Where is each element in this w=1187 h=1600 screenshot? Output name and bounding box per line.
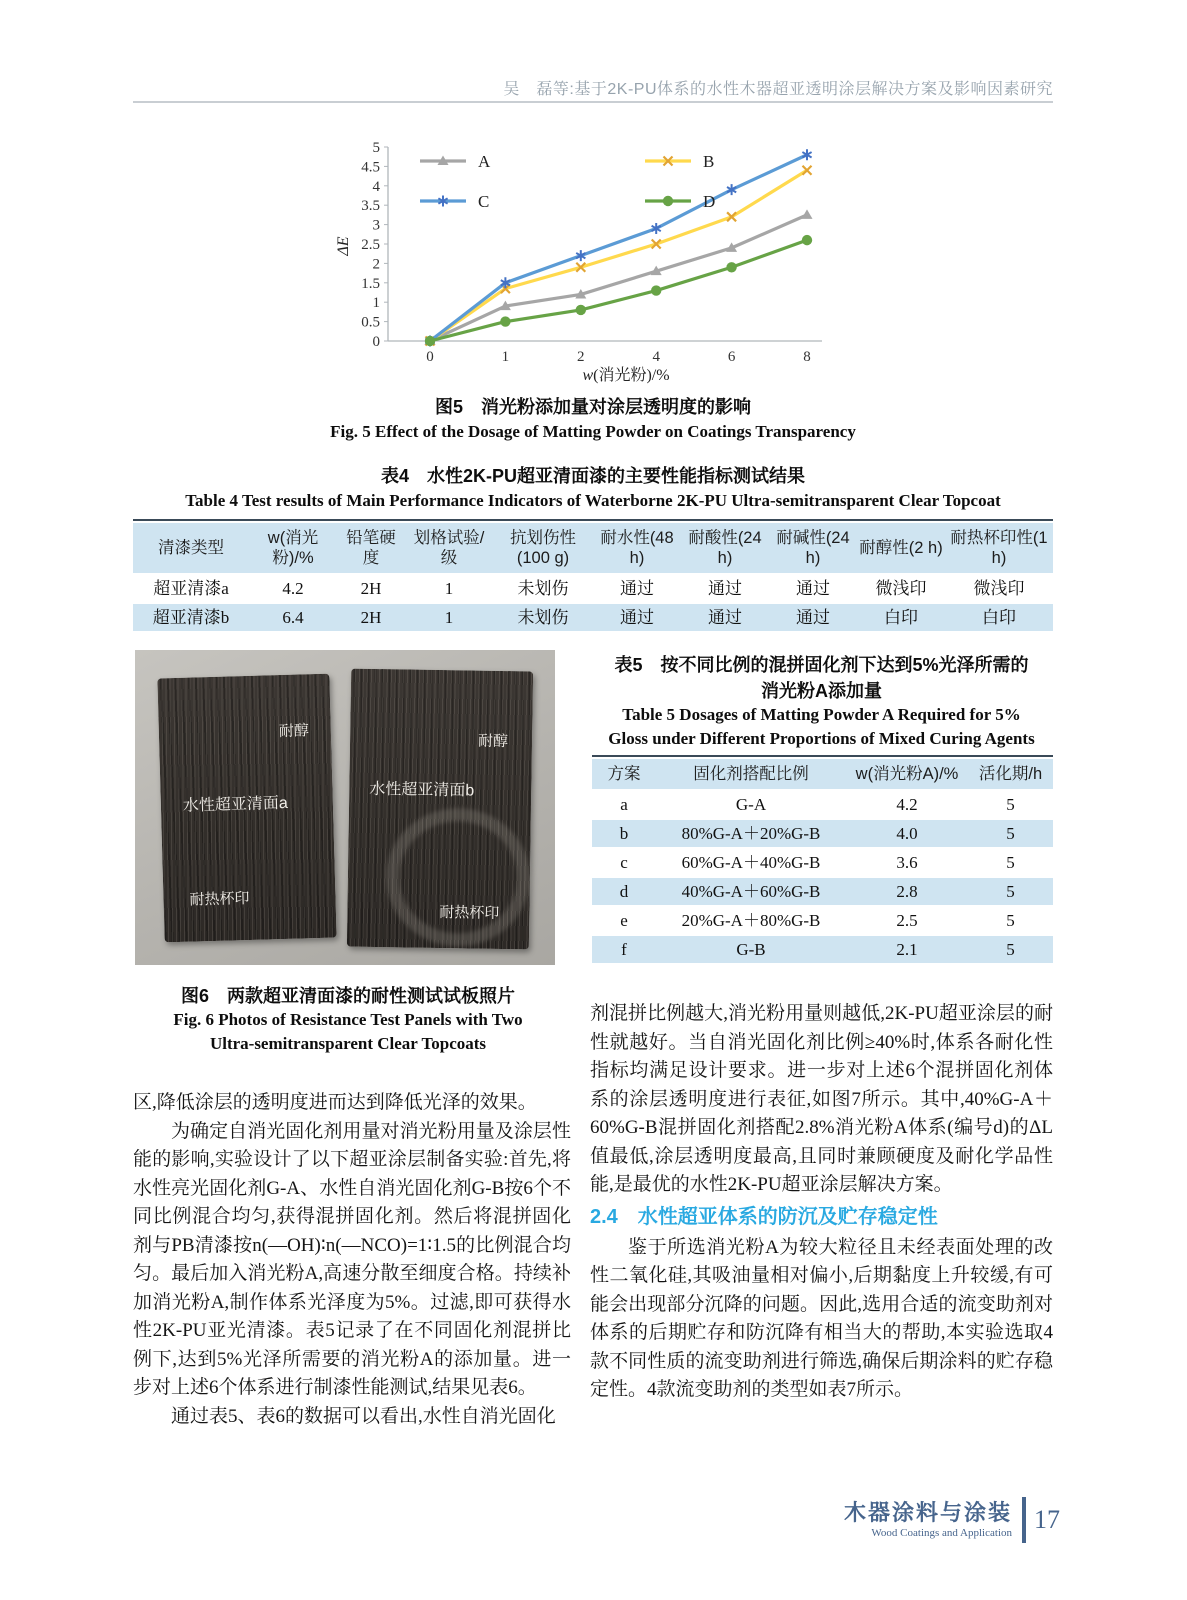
x-tick-label: 6 (727, 349, 736, 365)
y-tick-label: 1.5 (361, 275, 380, 292)
right-column-text (590, 1000, 1053, 1405)
footer-divider-bar (1022, 1497, 1026, 1543)
journal-name-zh: 木器涂料与涂装 (843, 1500, 1012, 1525)
x-tick-label: 4 (652, 349, 660, 365)
table-cell: 60%G-A＋40%G-B (656, 849, 846, 876)
legend-label: C (478, 192, 490, 211)
table-cell: 通过 (769, 575, 857, 602)
table5-title-zh-1: 表5 按不同比例的混拼固化剂下达到5%光泽所需的 (614, 655, 1029, 675)
table-cell: 40%G-A＋60%G-B (656, 878, 846, 905)
table-cell: 白印 (945, 604, 1053, 631)
table-header-cell: 耐碱性(24 h) (769, 523, 857, 573)
table5-title-en-2: Gloss under Different Proportions of Mixed Curing Agents (608, 729, 1035, 748)
table-header-cell: 耐酸性(24 h) (681, 523, 769, 573)
table-cell: 微浅印 (945, 575, 1053, 602)
table-header-cell: w(消光粉)/% (249, 523, 337, 573)
table-header-cell: 耐醇性(2 h) (857, 523, 945, 573)
table-row (592, 936, 1053, 963)
paragraph: 剂混拼比例越大,消光粉用量则越低,2K-PU超亚涂层的耐性就越好。当自消光固化剂比例≥40%时,体系各耐化性指标均满足设计要求。进一步对上述6个混拼固化剂体系的涂层透明度进行表征,如图7所示。其中,40%G-A＋60%G-B混拼固化剂搭配2.8%消光粉A体系(编号d)的ΔL值最低,涂层透明度最高,且同时兼顾硬度及耐化学品性能,是最优的水性2K-PU超亚涂层解决方案。 (590, 1003, 1053, 1195)
table-header-cell: 抗划伤性(100 g) (493, 523, 593, 573)
table-cell: e (592, 907, 656, 934)
table-cell: 20%G-A＋80%G-B (656, 907, 846, 934)
table-cell: 通过 (681, 604, 769, 631)
paragraph: 通过表5、表6的数据可以看出,水性自消光固化 (171, 1405, 556, 1427)
table-header-cell: 固化剂搭配比例 (656, 759, 846, 789)
table-cell: 1 (405, 575, 493, 602)
table-cell: 未划伤 (493, 604, 593, 631)
table-cell: 2.1 (846, 936, 968, 963)
series-line-A (430, 215, 807, 341)
test-panel-b (347, 669, 533, 950)
panel-b-alcohol-label: 耐醇 (477, 732, 509, 751)
table-cell: 5 (968, 791, 1053, 818)
figure5-line-chart (330, 134, 830, 392)
legend-label: D (703, 192, 716, 211)
circle-marker (726, 262, 736, 272)
triangle-marker (802, 209, 813, 219)
table-cell: 5 (968, 936, 1053, 963)
y-tick-label: 3.5 (361, 198, 380, 215)
left-column-text (133, 1089, 571, 1431)
section-heading-2-4: 2.4 水性超亚体系的防沉及贮存稳定性 (590, 1205, 938, 1228)
panel-b-name-label: 水性超亚清面b (369, 780, 475, 800)
table-cell: G-A (656, 791, 846, 818)
header-divider (133, 101, 1053, 103)
table-cell: 超亚清漆a (133, 575, 249, 602)
x-tick-label: 0 (426, 349, 434, 365)
y-tick-label: 4 (372, 178, 380, 195)
figure6-caption-en-1: Fig. 6 Photos of Resistance Test Panels with Two (173, 1010, 523, 1029)
table-cell: 3.6 (846, 849, 968, 876)
y-tick-label: 0 (372, 334, 380, 350)
circle-marker (651, 285, 661, 295)
panel-a-alcohol-label: 耐醇 (278, 722, 310, 741)
table-row (592, 820, 1053, 847)
legend-label: B (703, 152, 715, 171)
journal-name-block (844, 1500, 1012, 1540)
page-number: 17 (1034, 1505, 1060, 1534)
y-axis-title: ΔE (335, 236, 352, 256)
table-header-cell: 铅笔硬度 (337, 523, 405, 573)
table-cell: a (592, 791, 656, 818)
table-cell: 5 (968, 849, 1053, 876)
table-cell: 5 (968, 878, 1053, 905)
y-tick-label: 1 (372, 295, 380, 312)
table-cell: 通过 (593, 575, 681, 602)
table-cell: f (592, 936, 656, 963)
table-cell: 通过 (593, 604, 681, 631)
cup-ring-mark (385, 807, 531, 947)
table-header-cell: 方案 (592, 759, 656, 789)
table-row (592, 791, 1053, 818)
figure6-caption-en-2: Ultra-semitransparent Clear Topcoats (209, 1034, 487, 1053)
circle-marker (802, 235, 812, 245)
table-cell: 2H (337, 575, 405, 602)
running-head-title: 吴 磊等:基于2K-PU体系的水性木器超亚透明涂层解决方案及影响因素研究 (503, 81, 1053, 98)
table5 (592, 755, 1053, 965)
y-tick-label: 5 (372, 140, 380, 156)
table-cell: 4.2 (249, 575, 337, 602)
table-cell: 4.2 (846, 791, 968, 818)
table-cell: 2.8 (846, 878, 968, 905)
y-tick-label: 0.5 (361, 314, 380, 331)
paragraph: 鉴于所选消光粉A为较大粒径且未经表面处理的改性二氧化硅,其吸油量相对偏小,后期黏度上升较缓,有可能会出现部分沉降的问题。因此,选用合适的流变助剂对体系的后期贮存和防沉降有相当大的帮助,本实验选取4款不同性质的流变助剂进行筛选,确保后期涂料的贮存稳定性。4款流变助剂的类型如表7所示。 (590, 1236, 1053, 1400)
table-row (592, 878, 1053, 905)
journal-footer (820, 1497, 1060, 1543)
x-marker (803, 166, 812, 175)
table-cell: G-B (656, 936, 846, 963)
table-cell: 1 (405, 604, 493, 631)
table-row (592, 907, 1053, 934)
table-header-cell: 活化期/h (968, 759, 1053, 789)
table-cell: 80%G-A＋20%G-B (656, 820, 846, 847)
table-cell: b (592, 820, 656, 847)
table-cell: c (592, 849, 656, 876)
paragraph: 为确定自消光固化剂用量对消光粉用量及涂层性能的影响,实验设计了以下超亚涂层制备实验:首先,将水性亮光固化剂G-A、水性自消光固化剂G-B按6个不同比例混合均匀,获得混拼固化剂。然后将混拼固化剂与PB清漆按n(—OH)∶n(—NCO)=1∶1.5的比例混合均匀。最后加入消光粉A,高速分散至细度合格。持续补加消光粉A,制作体系光泽度为5%。过滤,即可获得水性2K-PU亚光清漆。表5记录了在不同固化剂混拼比例下,达到5%光泽所需要的消光粉A的添加量。进一步对上述6个体系进行制漆性能测试,结果见表6。 (133, 1120, 571, 1398)
y-tick-label: 3 (372, 217, 380, 234)
table-cell: 微浅印 (857, 575, 945, 602)
y-tick-label: 2.5 (361, 237, 380, 253)
x-tick-label: 1 (501, 349, 510, 365)
figure5-caption-zh: 图5 消光粉添加量对涂层透明度的影响 (434, 397, 751, 417)
x-tick-label: 8 (803, 349, 811, 365)
figure6-photo (135, 650, 555, 965)
table-header-cell: w(消光粉A)/% (846, 759, 968, 789)
table-header-cell: 耐热杯印性(1 h) (945, 523, 1053, 573)
table-cell: 2H (337, 604, 405, 631)
table4-title-zh: 表4 水性2K-PU超亚清面漆的主要性能指标测试结果 (380, 466, 806, 486)
panel-a-heatcup-label: 耐热杯印 (189, 889, 250, 909)
y-tick-label: 4.5 (361, 159, 380, 176)
paragraph: 区,降低涂层的透明度进而达到降低光泽的效果。 (133, 1092, 537, 1113)
table-header-cell: 耐水性(48 h) (593, 523, 681, 573)
table5-title-zh-2: 消光粉A添加量 (761, 681, 882, 701)
test-panel-a (157, 674, 336, 943)
table-row (592, 849, 1053, 876)
table-cell: 通过 (681, 575, 769, 602)
table-row (133, 604, 1053, 631)
x-tick-label: 2 (577, 349, 585, 365)
table5-title-en-1: Table 5 Dosages of Matting Powder A Required for 5% (622, 705, 1021, 724)
table-row (133, 575, 1053, 602)
table-cell: d (592, 878, 656, 905)
table-cell: 4.0 (846, 820, 968, 847)
table-cell: 5 (968, 907, 1053, 934)
circle-marker (576, 305, 586, 315)
table-cell: 2.5 (846, 907, 968, 934)
figure6-caption-zh: 图6 两款超亚清面漆的耐性测试试板照片 (180, 986, 515, 1006)
table4-title-en: Table 4 Test results of Main Performance Indicators of Waterborne 2K-PU Ultra-semitransparent Clear Topcoat (185, 491, 1001, 510)
legend-label: A (478, 152, 491, 171)
x-axis-title: w(消光粉)/% (582, 367, 670, 384)
panel-a-name-label: 水性超亚清面a (182, 794, 289, 815)
table-cell: 5 (968, 820, 1053, 847)
circle-marker (663, 196, 673, 206)
y-tick-label: 2 (372, 256, 380, 273)
circle-marker (500, 316, 510, 326)
table4 (133, 519, 1053, 633)
circle-marker (425, 336, 435, 346)
table-header-cell: 清漆类型 (133, 523, 249, 573)
table-cell: 6.4 (249, 604, 337, 631)
journal-name-en: Wood Coatings and Application (871, 1527, 1012, 1539)
table-header-cell: 划格试验/级 (405, 523, 493, 573)
table-cell: 未划伤 (493, 575, 593, 602)
table-cell: 通过 (769, 604, 857, 631)
table-cell: 超亚清漆b (133, 604, 249, 631)
panel-b-heatcup-label: 耐热杯印 (439, 904, 500, 922)
figure5-caption-en: Fig. 5 Effect of the Dosage of Matting Powder on Coatings Transparency (330, 422, 856, 441)
table-cell: 白印 (857, 604, 945, 631)
